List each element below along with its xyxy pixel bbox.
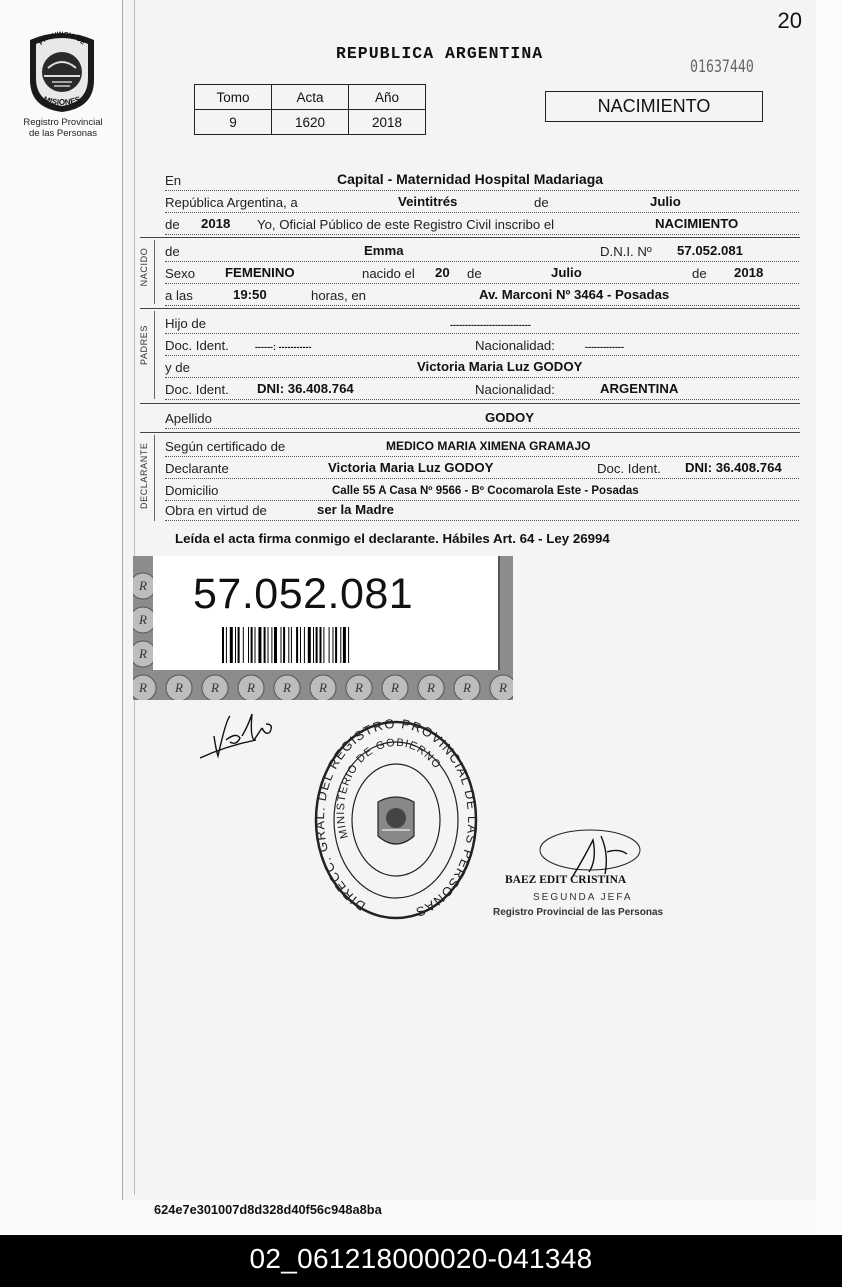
official-registry: Registro Provincial de las Personas [493, 907, 664, 918]
statement-value: NACIMIENTO [655, 216, 739, 231]
barcode-bar [316, 627, 318, 663]
barcode-bar [268, 627, 269, 663]
value-month: Julio [650, 194, 681, 209]
label-nac2: Nacionalidad: [475, 382, 558, 397]
label-de2: de [165, 217, 183, 232]
label-de: de [692, 266, 710, 281]
pattern-letter: R [391, 680, 399, 695]
pattern-letter: R [175, 680, 183, 695]
section-divider [154, 435, 155, 521]
label-certificado: Según certificado de [165, 439, 288, 454]
label-sexo: Sexo [165, 266, 198, 281]
label-doc-declarante: Doc. Ident. [597, 461, 664, 476]
label-domicilio: Domicilio [165, 483, 222, 498]
pattern-letter: R [427, 680, 435, 695]
value-sexo: FEMENINO [225, 265, 295, 280]
barcode-bar [283, 627, 285, 663]
stamp-inner-text: MINISTERIO DE GOBIERNO [334, 736, 444, 840]
stamp-outer-text: DIRECC. GRAL. DEL REGISTRO PROVINCIAL DE LAS PERSONAS [312, 718, 480, 921]
row-sexo [165, 261, 799, 284]
section-label-padres: PADRES [139, 325, 149, 365]
label-doc1: Doc. Ident. [165, 338, 232, 353]
barcode-bar [251, 627, 253, 663]
pattern-letter: R [139, 578, 147, 593]
pattern-letter: R [211, 680, 219, 695]
pattern-letter: R [139, 680, 147, 695]
label-y-de: y de [165, 360, 193, 375]
barcode-bar [340, 627, 341, 663]
value-day-text: Veintitrés [398, 194, 458, 209]
official-role: SEGUNDA JEFA [533, 892, 633, 903]
header-tomo: Tomo [195, 85, 272, 110]
row-nacido-name [165, 239, 799, 262]
value-birth-year: 2018 [734, 265, 764, 280]
label-obra: Obra en virtud de [165, 503, 270, 518]
value-certificado: MEDICO MARIA XIMENA GRAMAJO [386, 439, 591, 453]
row-obra [165, 498, 799, 521]
barcode [222, 627, 434, 663]
seal-top-text: PROVINCIA DE [37, 30, 87, 47]
row-doc1 [165, 333, 799, 356]
label-doc2: Doc. Ident. [165, 382, 232, 397]
label-de: de [467, 266, 485, 281]
separator [140, 403, 800, 404]
document-hash: 624e7e301007d8d328d40f56c948a8ba [154, 1202, 382, 1217]
separator [140, 432, 800, 433]
barcode-bar [248, 627, 249, 663]
barcode-bar [230, 627, 233, 663]
row-hora [165, 283, 799, 306]
barcode-bar [288, 627, 289, 663]
barcode-bar [238, 627, 240, 663]
header-anio: Año [349, 85, 426, 110]
pattern-letter: R [319, 680, 327, 695]
value-doc2: DNI: 36.408.764 [257, 381, 354, 396]
barcode-bar [235, 627, 236, 663]
official-name: BAEZ EDIT CRISTINA [505, 874, 627, 886]
barcode-bar [271, 627, 272, 663]
barcode-bar [222, 627, 224, 663]
value-year: 2018 [201, 216, 231, 231]
label-de: de [534, 195, 552, 210]
record-type-box: NACIMIENTO [545, 91, 763, 122]
value-dni: 57.052.081 [677, 243, 744, 258]
value-nac1: ------------- [585, 342, 624, 352]
footer-file-id: 02_061218000020-041348 [0, 1235, 842, 1287]
barcode-bar [291, 627, 292, 663]
page-margin [816, 0, 842, 1235]
header-acta: Acta [272, 85, 349, 110]
province-seal-logo [24, 28, 100, 114]
pattern-letter: R [463, 680, 471, 695]
label-a-las: a las [165, 288, 196, 303]
registry-caption-line1: Registro Provincial [23, 117, 103, 128]
pattern-letter: R [355, 680, 363, 695]
barcode-bar [333, 627, 334, 663]
label-horas-en: horas, en [311, 288, 369, 303]
label-nac1: Nacionalidad: [475, 338, 558, 353]
row-statement [165, 212, 799, 235]
section-label-declarante: DECLARANTE [139, 442, 149, 509]
section-divider [154, 311, 155, 399]
separator [140, 308, 800, 309]
label-declarante: Declarante [165, 461, 232, 476]
barcode-bar [343, 627, 346, 663]
seal-bottom-text: MISIONES [42, 94, 82, 108]
row-madre [165, 355, 799, 378]
value-birth-place: Av. Marconi Nº 3464 - Posadas [479, 287, 670, 302]
row-certificado [165, 434, 799, 457]
label-apellido: Apellido [165, 411, 215, 426]
official-stamp [312, 718, 480, 924]
barcode-bar [335, 627, 337, 663]
barcode-bar [264, 627, 266, 663]
value-acta: 1620 [272, 110, 349, 135]
label-nacido-el: nacido el [362, 266, 418, 281]
barcode-bar [274, 627, 277, 663]
value-birth-day: 20 [435, 265, 450, 280]
registry-caption [14, 117, 112, 139]
id-sticker-number: 57.052.081 [193, 570, 414, 618]
label-dni: D.N.I. Nº [600, 244, 655, 259]
registry-caption-line2: de las Personas [28, 128, 98, 139]
label-republica: República Argentina, a [165, 195, 301, 210]
pattern-letter: R [499, 680, 507, 695]
barcode-bar [226, 627, 227, 663]
barcode-bar [323, 627, 324, 663]
value-doc-declarante: DNI: 36.408.764 [685, 460, 782, 475]
label-de: de [165, 244, 183, 259]
value-obra: ser la Madre [317, 502, 394, 517]
barcode-bar [308, 627, 311, 663]
value-birth-month: Julio [551, 265, 582, 280]
value-en: Capital - Maternidad Hospital Madariaga [337, 171, 604, 187]
value-anio: 2018 [349, 110, 426, 135]
closing-statement: Leída el acta firma conmigo el declarante. Hábiles Art. 64 - Ley 26994 [175, 531, 610, 546]
value-doc1: ------: ----------- [255, 342, 312, 352]
value-hijo-de: --------------------------- [450, 320, 531, 330]
row-republica [165, 190, 799, 213]
value-tomo: 9 [195, 110, 272, 135]
row-en [165, 168, 799, 191]
section-divider [154, 240, 155, 304]
handwritten-signature-left [196, 706, 278, 764]
label-hijo-de: Hijo de [165, 316, 209, 331]
value-name: Emma [364, 243, 404, 258]
barcode-bar [348, 627, 349, 663]
row-declarante [165, 456, 799, 479]
row-doc2 [165, 377, 799, 400]
pattern-letter: R [283, 680, 291, 695]
country-title: REPUBLICA ARGENTINA [336, 44, 544, 63]
barcode-bar [258, 627, 261, 663]
barcode-bar [313, 627, 314, 663]
value-mother: Victoria Maria Luz GODOY [417, 359, 583, 374]
pattern-letter: R [139, 646, 147, 661]
barcode-bar [329, 627, 330, 663]
barcode-bar [304, 627, 305, 663]
separator [140, 237, 800, 238]
barcode-bar [296, 627, 298, 663]
row-apellido [165, 406, 799, 429]
registry-table [194, 84, 426, 135]
section-label-nacido: NACIDO [139, 247, 149, 287]
barcode-bar [281, 627, 282, 663]
pattern-letter: R [139, 612, 147, 627]
value-time: 19:50 [233, 287, 267, 302]
row-hijo-de [165, 311, 799, 334]
label-en: En [165, 173, 184, 188]
statement-text: Yo, Oficial Público de este Registro Civil inscribo el [257, 217, 557, 232]
barcode-bar [243, 627, 244, 663]
value-nac2: ARGENTINA [600, 381, 679, 396]
barcode-bar [320, 627, 322, 663]
page-number: 20 [777, 8, 802, 33]
barcode-bar [255, 627, 256, 663]
value-apellido: GODOY [485, 410, 535, 425]
value-domicilio: Calle 55 A Casa Nº 9566 - Bº Cocomarola Este - Posadas [332, 485, 639, 497]
pattern-letter: R [247, 680, 255, 695]
serial-number: 01637440 [690, 57, 754, 77]
barcode-bar [300, 627, 301, 663]
value-declarante: Victoria Maria Luz GODOY [328, 460, 494, 475]
